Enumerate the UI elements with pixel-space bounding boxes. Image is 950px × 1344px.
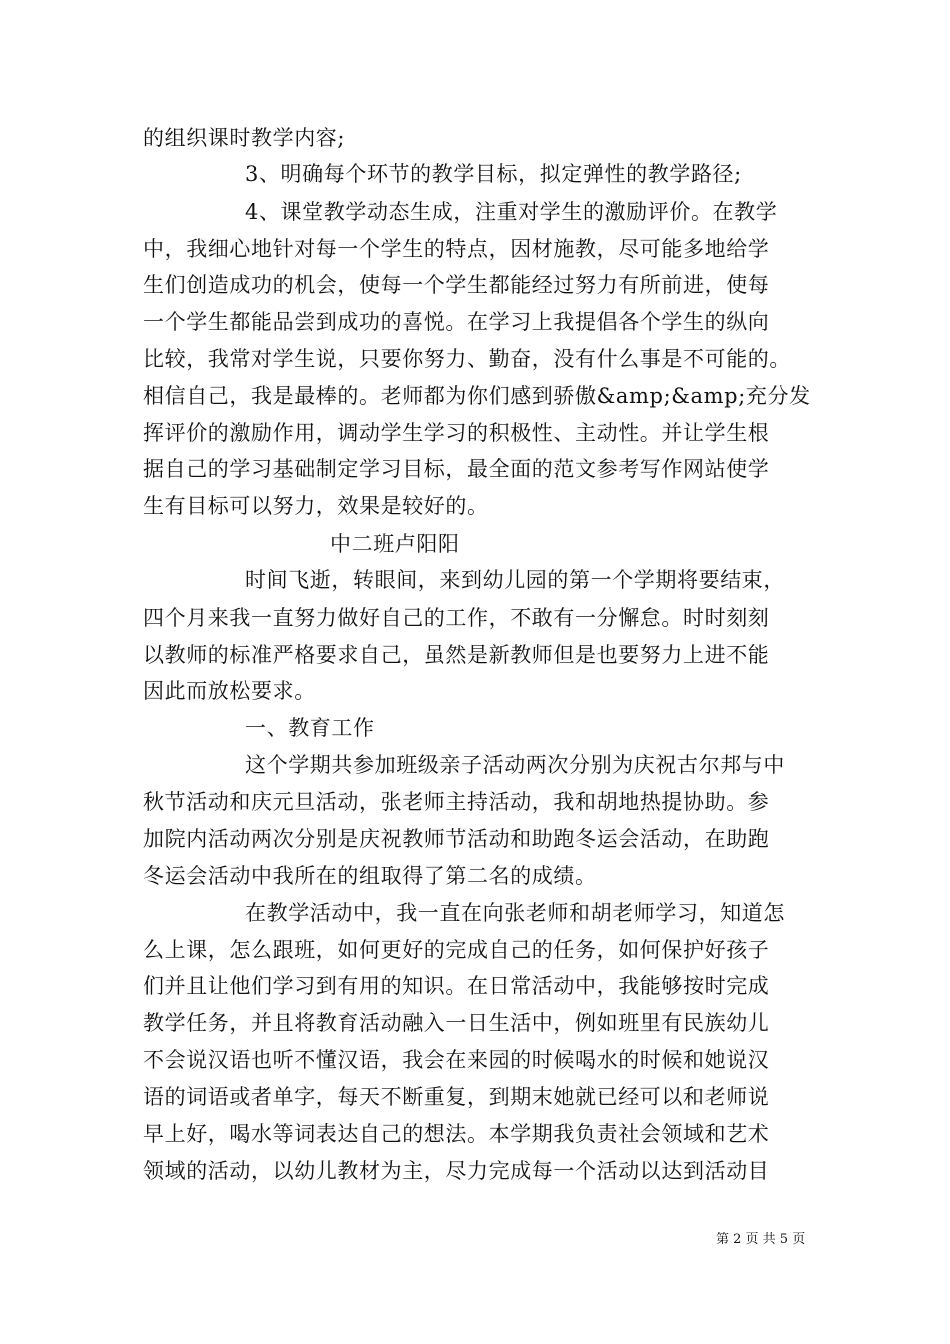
text-line: 加院内活动两次分别是庆祝教师节活动和助跑冬运会活动，在助跑	[143, 827, 770, 851]
text-line: 早上好，喝水等词表达自己的想法。本学期我负责社会领域和艺术	[143, 1122, 770, 1146]
text-line: 生有目标可以努力，效果是较好的。	[143, 494, 489, 518]
text-line: 冬运会活动中我所在的组取得了第二名的成绩。	[143, 864, 597, 888]
text-line: 比较，我常对学生说，只要你努力、勤奋，没有什么事是不可能的。	[143, 347, 791, 371]
text-line: 这个学期共参加班级亲子活动两次分别为庆祝古尔邦与中	[245, 753, 785, 777]
author-line: 中二班卢阳阳	[330, 532, 460, 556]
text-line: 的组织课时教学内容;	[143, 126, 346, 150]
text-line: 生们创造成功的机会，使每一个学生都能经过努力有所前进，使每	[143, 273, 770, 297]
page-number-footer: 第 2 页 共 5 页	[716, 1232, 806, 1247]
text-line: 一个学生都能品尝到成功的喜悦。在学习上我提倡各个学生的纵向	[143, 310, 770, 334]
text-line: 语的词语或者单字，每天不断重复，到期末她就已经可以和老师说	[143, 1085, 770, 1109]
text-line: 在教学活动中，我一直在向张老师和胡老师学习，知道怎	[245, 901, 785, 925]
text-line: 以教师的标准严格要求自己，虽然是新教师但是也要努力上进不能	[143, 643, 770, 667]
text-line: 时间飞逝，转眼间，来到幼儿园的第一个学期将要结束，	[245, 568, 785, 592]
text-line: 4、课堂教学动态生成，注重对学生的激励评价。在教学	[245, 200, 778, 224]
text-line: 挥评价的激励作用，调动学生学习的积极性、主动性。并让学生根	[143, 421, 770, 445]
text-line: 3、明确每个环节的教学目标，拟定弹性的教学路径;	[245, 162, 742, 186]
text-line: 据自己的学习基础制定学习目标，最全面的范文参考写作网站使学	[143, 457, 770, 481]
text-line: 秋节活动和庆元旦活动，张老师主持活动，我和胡地热提协助。参	[143, 790, 770, 814]
section-heading: 一、教育工作	[245, 716, 375, 740]
text-line: 们并且让他们学习到有用的知识。在日常活动中，我能够按时完成	[143, 974, 770, 998]
text-line: 不会说汉语也听不懂汉语，我会在来园的时候喝水的时候和她说汉	[143, 1048, 770, 1072]
text-line: 么上课，怎么跟班，如何更好的完成自己的任务，如何保护好孩子	[143, 938, 770, 962]
text-line: 相信自己，我是最棒的。老师都为你们感到骄傲&amp;&amp;充分发	[143, 384, 811, 408]
text-line: 教学任务，并且将教育活动融入一日生活中，例如班里有民族幼儿	[143, 1011, 770, 1035]
text-line: 因此而放松要求。	[143, 679, 316, 703]
text-line: 中，我细心地针对每一个学生的特点，因材施教，尽可能多地给学	[143, 237, 770, 261]
text-line: 领域的活动，以幼儿教材为主，尽力完成每一个活动以达到活动目	[143, 1159, 770, 1183]
text-line: 四个月来我一直努力做好自己的工作，不敢有一分懈怠。时时刻刻	[143, 606, 770, 630]
